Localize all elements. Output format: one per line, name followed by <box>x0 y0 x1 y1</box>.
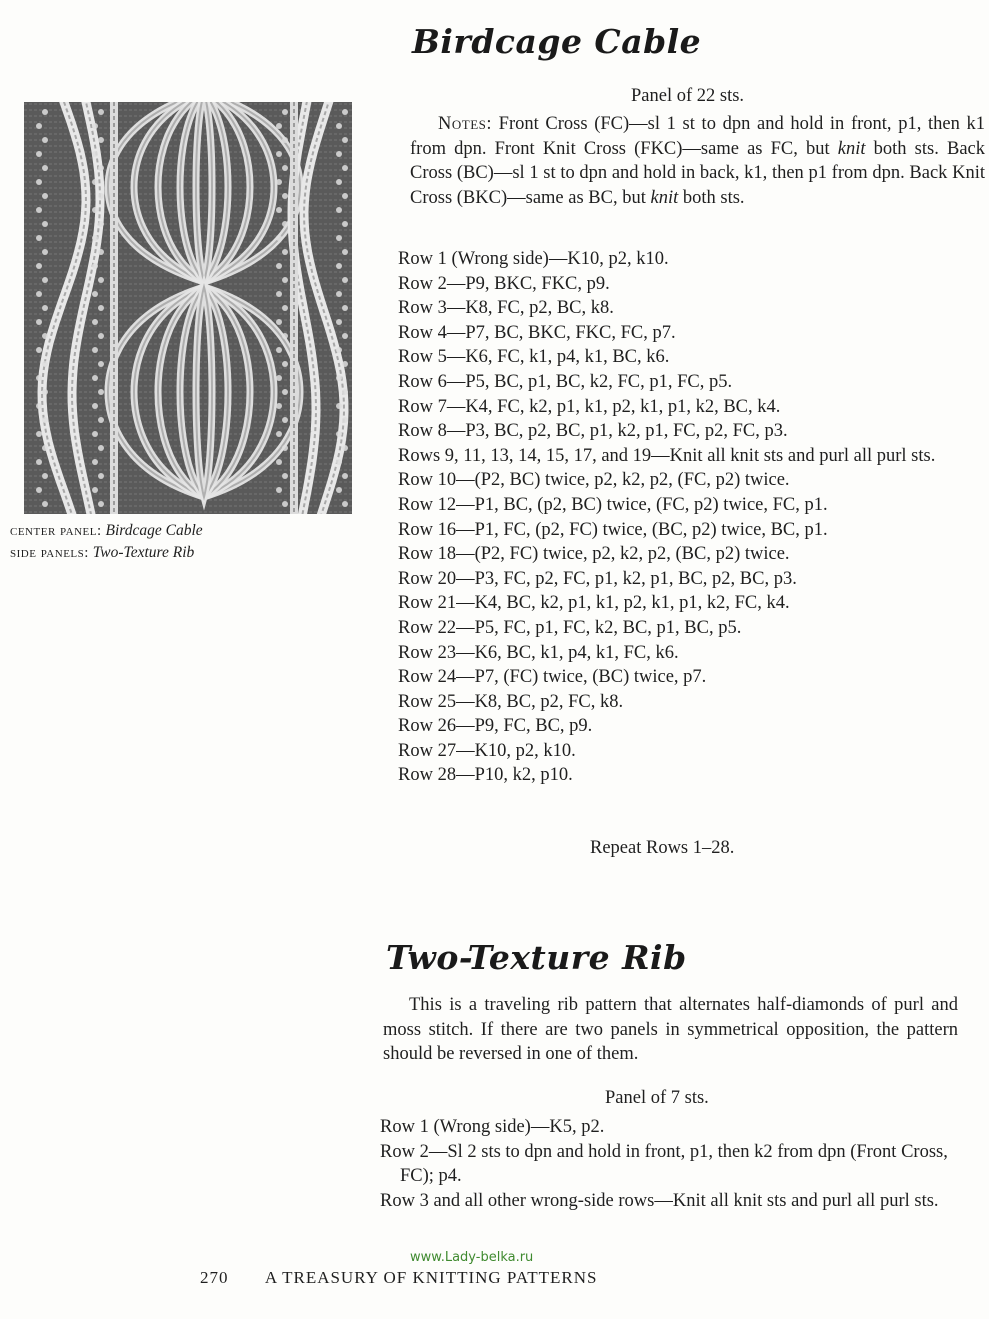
page-number: 270 <box>200 1268 229 1287</box>
pattern-row: Row 12—P1, BC, (p2, BC) twice, (FC, p2) twice, FC, p1. <box>398 494 828 515</box>
pattern-row: Rows 9, 11, 13, 14, 15, 17, and 19—Knit all knit sts and purl all purl sts. <box>398 445 936 466</box>
caption-value: Two-Texture Rib <box>92 544 195 561</box>
notes-label: Notes: <box>438 114 492 134</box>
caption-line-side <box>10 542 203 564</box>
pattern-row: Row 3 and all other wrong-side rows—Knit all knit sts and purl all purl sts. <box>380 1190 939 1211</box>
pattern-row: Row 10—(P2, BC) twice, p2, k2, p2, (FC, p2) twice. <box>398 470 790 491</box>
caption-line-center <box>10 520 203 542</box>
pattern-row: Row 18—(P2, FC) twice, p2, k2, p2, (BC, p2) twice. <box>398 544 790 565</box>
pattern-row: Row 2—Sl 2 sts to dpn and hold in front, p1, then k2 from dpn (Front Cross, FC); p4. <box>380 1141 948 1187</box>
pattern-row: Row 6—P5, BC, p1, BC, k2, FC, p1, FC, p5. <box>398 371 733 392</box>
watermark-link[interactable]: www.Lady-belka.ru <box>410 1250 534 1265</box>
panel-size: Panel of 7 sts. <box>605 1088 709 1108</box>
pattern-row: Row 1 (Wrong side)—K10, p2, k10. <box>398 249 669 269</box>
birdcage-row-list <box>398 247 983 788</box>
pattern-row: Row 24—P7, (FC) twice, (BC) twice, p7. <box>398 667 707 688</box>
pattern-row: Row 27—K10, p2, k10. <box>398 740 576 761</box>
two-texture-row-list <box>380 1115 955 1213</box>
pattern-row: Row 21—K4, BC, k2, p1, k1, p2, k1, p1, k2, FC, k4. <box>398 593 790 614</box>
pattern-row: Row 8—P3, BC, p2, BC, p1, k2, p1, FC, p2, FC, p3. <box>398 421 788 442</box>
notes-body <box>410 114 985 208</box>
book-title: A TREASURY OF KNITTING PATTERNS <box>264 1268 598 1287</box>
notes-paragraph <box>410 112 985 210</box>
caption-label: side panels: <box>10 545 89 561</box>
pattern-row: Row 22—P5, FC, p1, FC, k2, BC, p1, BC, p5. <box>398 617 742 638</box>
notes-segment: both sts. <box>678 187 745 208</box>
section-title-birdcage: Birdcage Cable <box>412 22 702 61</box>
pattern-row: Row 2—P9, BKC, FKC, p9. <box>398 273 610 294</box>
caption-value: Birdcage Cable <box>105 522 203 539</box>
repeat-instruction: Repeat Rows 1–28. <box>590 838 735 858</box>
notes-segment: knit <box>650 187 679 208</box>
page-footer <box>200 1268 597 1288</box>
pattern-row: Row 25—K8, BC, p2, FC, k8. <box>398 691 624 712</box>
pattern-row: Row 23—K6, BC, k1, p4, k1, FC, k6. <box>398 642 679 663</box>
notes-segment: Front Cross (FC)—sl 1 st to dpn and hold in front, p1, then k1 from dpn. Front Knit Cross (FKC)—same as FC, but <box>410 114 985 159</box>
pattern-row: Row 1 (Wrong side)—K5, p2. <box>380 1117 605 1137</box>
pattern-row: Row 28—P10, k2, p10. <box>398 765 573 786</box>
caption-label: center panel: <box>10 523 102 539</box>
panel-size: Panel of 22 sts. <box>631 86 745 106</box>
pattern-row: Row 26—P9, FC, BC, p9. <box>398 716 593 737</box>
intro-paragraph: This is a traveling rib pattern that alternates half-diamonds of purl and moss stitch. If there are two panels in symmetrical opposition, the pattern should be reversed in one of them. <box>383 995 958 1065</box>
pattern-row: Row 4—P7, BC, BKC, FKC, FC, p7. <box>398 322 676 343</box>
section-title-two-texture: Two-Texture Rib <box>386 938 687 977</box>
notes-segment: both sts. Back Cross (BC)—sl 1 st to dpn and hold in back, k1, then p1 from dpn. Back Knit Cross (BKC)—same as BC, but <box>410 138 985 208</box>
pattern-row: Row 7—K4, FC, k2, p1, k1, p2, k1, p1, k2, BC, k4. <box>398 396 781 417</box>
pattern-row: Row 3—K8, FC, p2, BC, k8. <box>398 298 614 319</box>
notes-segment: knit <box>837 138 866 159</box>
swatch-photo <box>24 102 352 514</box>
pattern-row: Row 20—P3, FC, p2, FC, p1, k2, p1, BC, p2, BC, p3. <box>398 568 797 589</box>
pattern-row: Row 5—K6, FC, k1, p4, k1, BC, k6. <box>398 347 670 368</box>
pattern-row: Row 16—P1, FC, (p2, FC) twice, (BC, p2) twice, BC, p1. <box>398 519 828 540</box>
photo-caption <box>10 520 203 564</box>
